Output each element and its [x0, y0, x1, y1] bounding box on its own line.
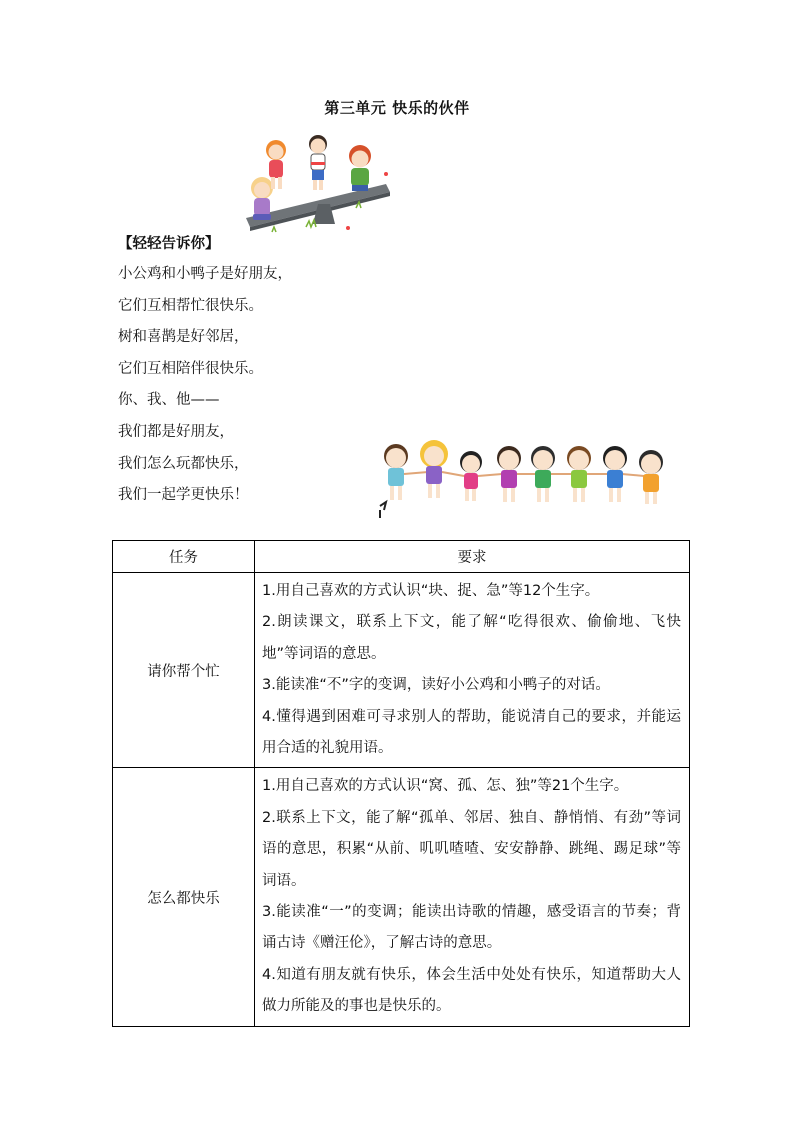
poem-line: 我们一起学更快乐！ — [118, 487, 249, 504]
tasks-table — [112, 540, 690, 1027]
column-header-requirements: 要求 — [255, 541, 690, 573]
poem-line: 它们互相陪伴很快乐。 — [118, 360, 263, 377]
poem-line: 你、我、他—— — [118, 392, 220, 409]
poem-line: 我们怎么玩都快乐， — [118, 455, 249, 472]
requirement-item: 4.懂得遇到困难可寻求别人的帮助，能说清自己的要求，并能运用合适的礼貌用语。 — [262, 708, 681, 757]
children-on-seesaw-icon — [236, 132, 396, 240]
requirements-cell — [255, 768, 690, 1026]
poem-line: 树和喜鹊是好邻居， — [118, 329, 249, 346]
intro-poem — [118, 259, 292, 512]
requirement-item: 3.能读准“不”字的变调，读好小公鸡和小鸭子的对话。 — [262, 677, 610, 694]
requirement-item: 3.能读准“一”的变调；能读出诗歌的情趣，感受语言的节奏；背诵古诗《赠汪伦》，了解古诗的意思。 — [262, 904, 681, 952]
column-header-task: 任务 — [113, 541, 255, 573]
requirements-cell — [255, 573, 690, 768]
children-holding-hands-icon — [376, 436, 688, 518]
poem-line: 它们互相帮忙很快乐。 — [118, 297, 263, 314]
requirement-item: 1.用自己喜欢的方式认识“窝、孤、怎、独”等21个生字。 — [262, 778, 629, 795]
task-name: 怎么都快乐 — [113, 768, 255, 1026]
task-name: 请你帮个忙 — [113, 573, 255, 768]
poem-line: 小公鸡和小鸭子是好朋友， — [118, 266, 292, 282]
poem-line: 我们都是好朋友， — [118, 423, 234, 440]
requirement-item: 4.知道有朋友就有快乐，体会生活中处处有快乐，知道帮助大人做力所能及的事也是快乐的。 — [262, 966, 681, 1015]
intro-heading: 【轻轻告诉你】 — [118, 236, 220, 252]
requirement-item: 2.联系上下文，能了解“孤单、邻居、独自、静悄悄、有劲”等词语的意思，积累“从前、叽叽喳喳、安安静静、跳绳、踢足球”等词语。 — [262, 809, 681, 889]
table-row — [113, 573, 690, 768]
table-row — [113, 768, 690, 1026]
table-header-row — [113, 541, 690, 573]
requirement-item: 2.朗读课文，联系上下文，能了解“吃得很欢、偷偷地、飞快地”等词语的意思。 — [262, 614, 681, 662]
requirement-item: 1.用自己喜欢的方式认识“块、捉、急”等12个生字。 — [262, 583, 600, 599]
page-title: 第三单元 快乐的伙伴 — [324, 99, 470, 117]
